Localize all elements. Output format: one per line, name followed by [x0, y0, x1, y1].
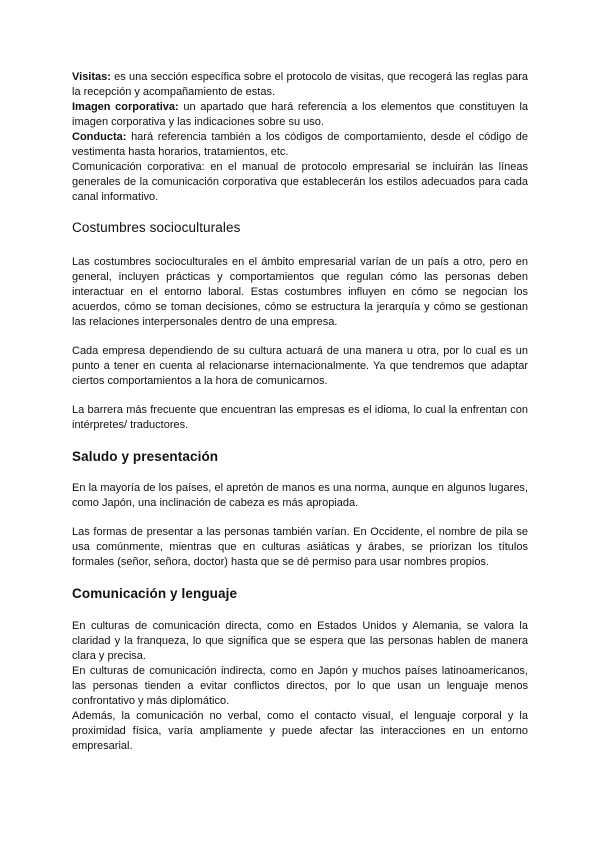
comunicacion-corporativa-paragraph: Comunicación corporativa: en el manual de protocolo empresarial se incluirán las líneas generales de la comunicación corporativa que establecerán los estilos adecuados para cada canal informativo. [72, 161, 528, 203]
imagen-corporativa-paragraph [72, 100, 528, 130]
costumbres-paragraph-3: La barrera más frecuente que encuentran las empresas es el idioma, lo cual la enfrentan con intérpretes/ traductores. [72, 404, 528, 431]
conducta-paragraph [72, 130, 528, 160]
comunicacion-paragraph-2: En culturas de comunicación indirecta, como en Japón y muchos países latinoamericanos, las personas tienden a evitar conflictos directos, por lo que usan un lenguaje menos confrontativo y más diplomático. [72, 665, 528, 707]
conducta-text: hará referencia también a los códigos de comportamiento, desde el código de vestimenta hasta horarios, tratamientos, etc. [72, 131, 528, 158]
saludo-paragraph-1: En la mayoría de los países, el apretón de manos es una norma, aunque en algunos lugares, como Japón, una inclinación de cabeza es más apropiada. [72, 482, 528, 509]
comunicacion-heading: Comunicación y lenguaje [72, 586, 238, 601]
visitas-text: es una sección específica sobre el protocolo de visitas, que recogerá las reglas para la recepción y acompañamiento de estas. [72, 71, 528, 98]
comunicacion-paragraph-1: En culturas de comunicación directa, como en Estados Unidos y Alemania, se valora la claridad y la franqueza, lo que significa que se espera que las personas hablen de manera clara y precisa. [72, 620, 528, 662]
comunicacion-paragraph-3: Además, la comunicación no verbal, como el contacto visual, el lenguaje corporal y la proximidad física, varía ampliamente y puede afectar las interacciones en un entorno empresarial. [72, 710, 528, 752]
imagen-corporativa-term: Imagen corporativa: [72, 101, 179, 113]
saludo-paragraph-2: Las formas de presentar a las personas también varían. En Occidente, el nombre de pila se usa comúnmente, mientras que en culturas asiáticas y árabes, se priorizan los títulos formales (señor, señora, doctor) hasta que se dé permiso para usar nombres propios. [72, 526, 528, 568]
saludo-heading: Saludo y presentación [72, 449, 219, 464]
costumbres-paragraph-2: Cada empresa dependiendo de su cultura actuará de una manera u otra, por lo cual es un punto a tener en cuenta al relacionarse internacionalmente. Ya que tendremos que adaptar ciertos comportamientos a la hora de comunicarnos. [72, 345, 528, 387]
costumbres-heading: Costumbres socioculturales [72, 220, 241, 235]
conducta-term: Conducta: [72, 131, 127, 143]
visitas-paragraph [72, 70, 528, 100]
visitas-term: Visitas: [72, 71, 111, 83]
imagen-corporativa-text: un apartado que hará referencia a los elementos que constituyen la imagen corporativa y las indicaciones sobre su uso. [72, 101, 529, 128]
costumbres-paragraph-1: Las costumbres socioculturales en el ámbito empresarial varían de un país a otro, pero en general, incluyen prácticas y comportamientos que regulan cómo las personas deben interactuar en el entorno laboral. Estas costumbres influyen en cómo se negocian los acuerdos, cómo se toman decisiones, cómo se estructura la jerarquía y cómo se gestionan las relaciones interpersonales dentro de una empresa. [72, 256, 528, 328]
